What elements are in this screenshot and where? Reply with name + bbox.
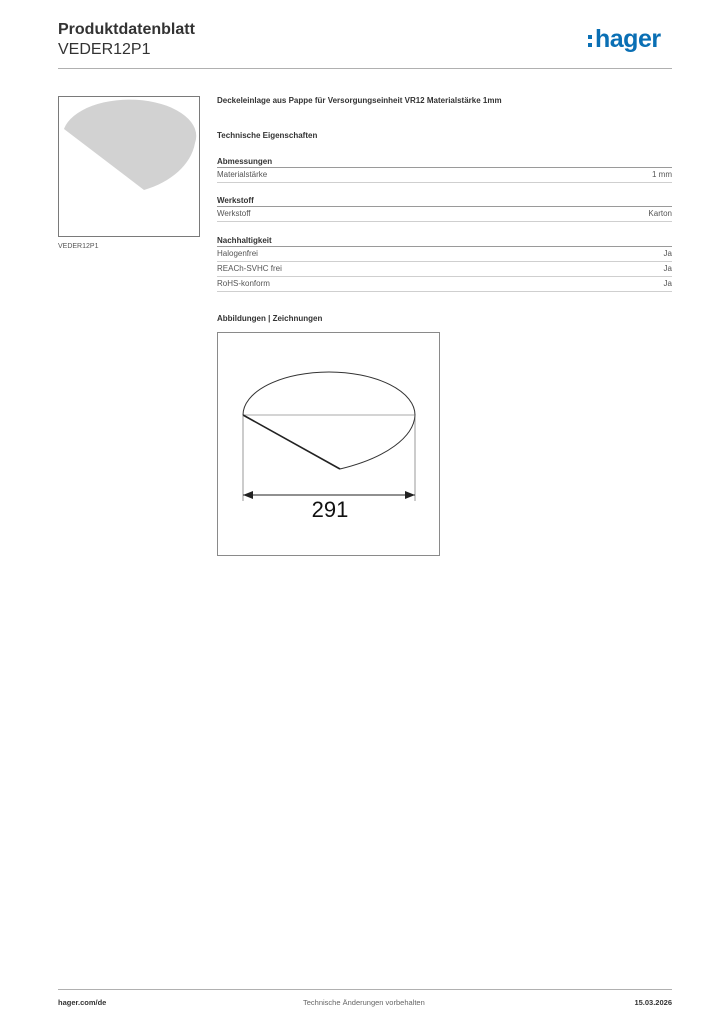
property-value: Ja	[663, 264, 672, 273]
product-code: VEDER12P1	[58, 41, 151, 58]
group-title: Nachhaltigkeit	[217, 235, 672, 247]
property-value: 1 mm	[652, 170, 672, 179]
property-label: Werkstoff	[217, 209, 251, 218]
property-group-dimensions	[217, 156, 672, 183]
logo-dots-icon	[588, 35, 592, 51]
group-title: Abmessungen	[217, 156, 672, 168]
figures-title: Abbildungen | Zeichnungen	[217, 314, 323, 323]
product-image	[58, 96, 200, 237]
property-label: Halogenfrei	[217, 249, 258, 258]
group-title: Werkstoff	[217, 195, 672, 207]
footer-notice: Technische Änderungen vorbehalten	[303, 998, 425, 1007]
footer-website: hager.com/de	[58, 998, 107, 1007]
property-group-material	[217, 195, 672, 222]
property-label: Materialstärke	[217, 170, 268, 179]
property-row	[217, 207, 672, 222]
technical-properties-title: Technische Eigenschaften	[217, 131, 318, 140]
property-row	[217, 247, 672, 262]
product-image-caption: VEDER12P1	[58, 243, 99, 250]
dimension-drawing	[218, 333, 439, 555]
property-row	[217, 277, 672, 292]
header-divider	[58, 68, 672, 69]
footer-date: 15.03.2026	[634, 998, 672, 1007]
property-row	[217, 168, 672, 183]
logo-text: hager	[595, 25, 661, 53]
page-title: Produktdatenblatt	[58, 21, 195, 38]
hager-logo	[588, 27, 674, 57]
technical-drawing	[217, 332, 440, 556]
product-description: Deckeleinlage aus Pappe für Versorgungseinheit VR12 Materialstärke 1mm	[217, 96, 502, 105]
property-value: Ja	[663, 279, 672, 288]
property-group-sustainability	[217, 235, 672, 292]
property-label: REACh-SVHC frei	[217, 264, 282, 273]
footer-divider	[58, 989, 672, 990]
property-value: Karton	[648, 209, 672, 218]
property-label: RoHS-konform	[217, 279, 270, 288]
dimension-label: 291	[311, 497, 349, 522]
cardboard-insert-icon	[59, 97, 199, 236]
property-row	[217, 262, 672, 277]
property-value: Ja	[663, 249, 672, 258]
